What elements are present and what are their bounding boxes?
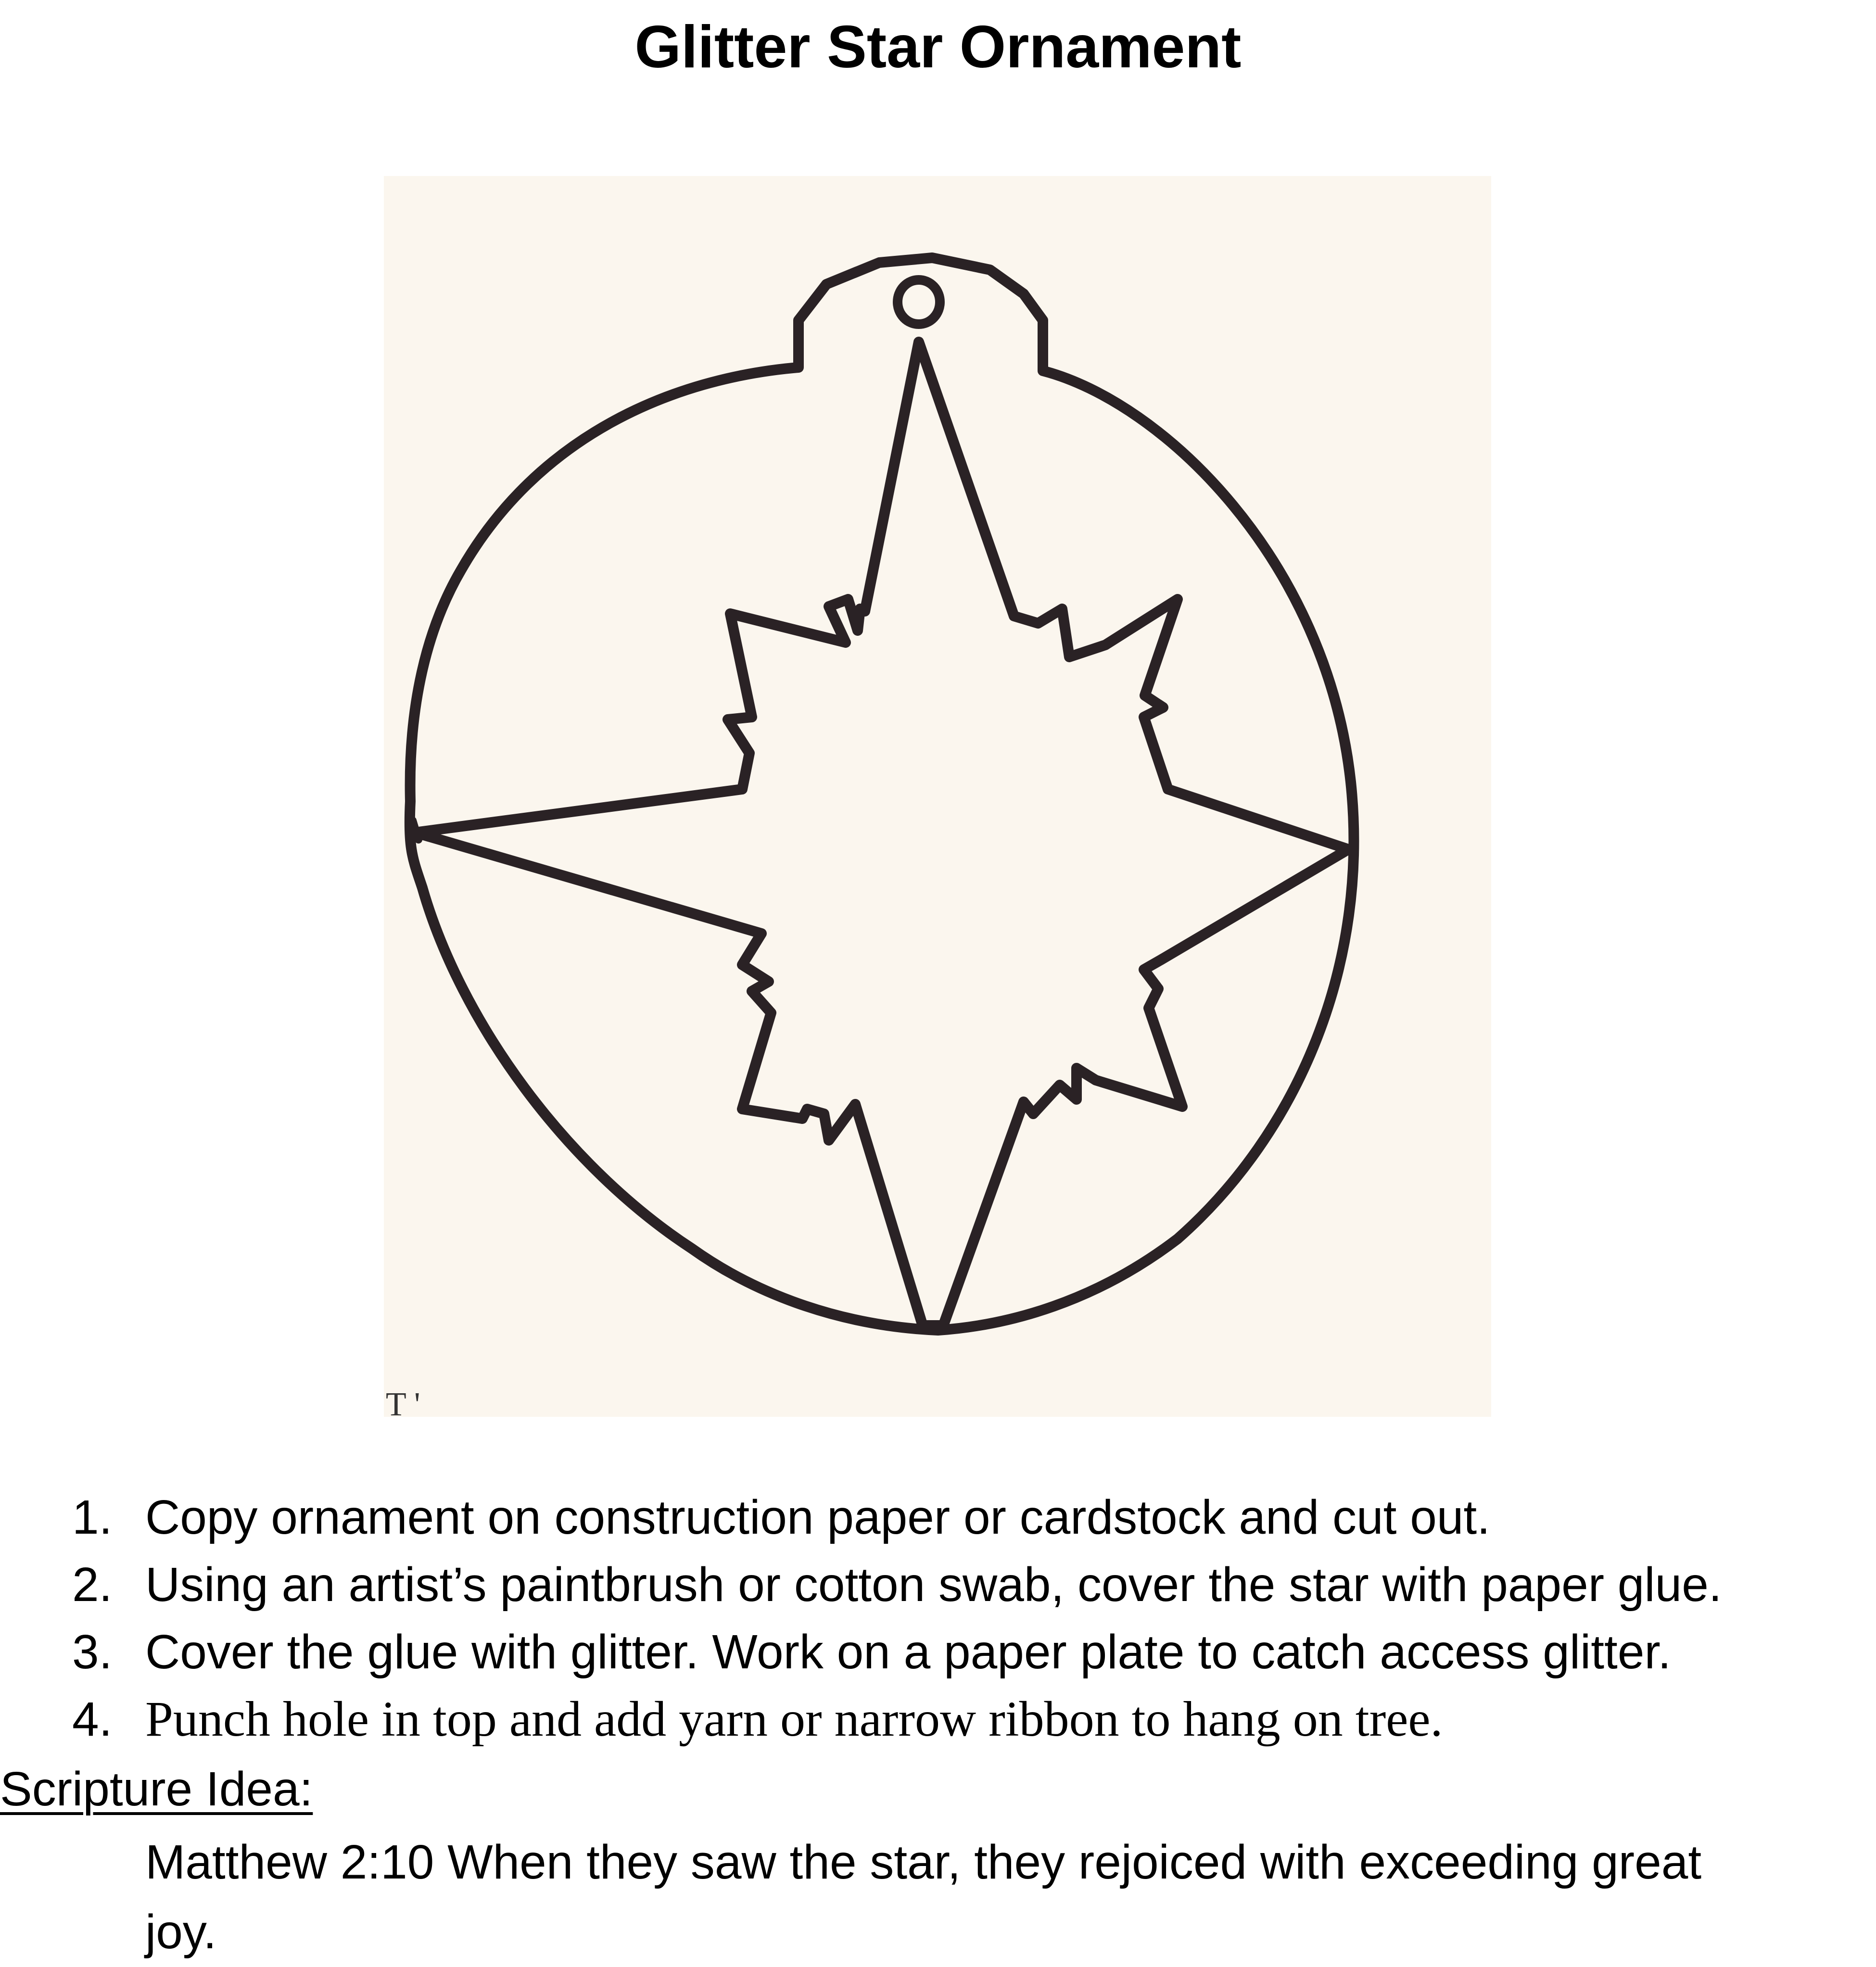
step-number: 1.: [72, 1490, 113, 1544]
page-title: Glitter Star Ornament: [634, 14, 1242, 80]
scripture-text: Matthew 2:10 When they saw the star, they rejoiced with exceeding great joy.: [145, 1835, 1702, 1959]
instruction-step-1: [0, 1484, 1876, 1551]
instruction-step-4: [0, 1686, 1876, 1753]
hanger-hole: [898, 280, 940, 324]
ornament-template-figure: [384, 176, 1491, 1423]
step-text: Using an artist’s paintbrush or cotton swab, cover the star with paper glue.: [145, 1558, 1722, 1612]
ornament-outline-drawing: [384, 176, 1491, 1417]
ornament-outline: [410, 258, 1354, 1330]
step-text: Cover the glue with glitter. Work on a paper plate to catch access glitter.: [145, 1625, 1672, 1679]
step-number: 3.: [72, 1625, 113, 1679]
step-text: Copy ornament on construction paper or cardstock and cut out.: [145, 1490, 1490, 1544]
instruction-step-2: [0, 1551, 1876, 1618]
star-outline: [415, 342, 1348, 1325]
scan-artifact-mark: T ': [386, 1386, 420, 1423]
step-text: Punch hole in top and add yarn or narrow ribbon to hang on tree.: [145, 1691, 1443, 1747]
step-number: 4.: [72, 1692, 113, 1746]
instruction-list: [0, 1484, 1876, 1753]
step-number: 2.: [72, 1558, 113, 1612]
scripture-label: Scripture Idea:: [0, 1762, 313, 1816]
instruction-step-3: [0, 1618, 1876, 1686]
